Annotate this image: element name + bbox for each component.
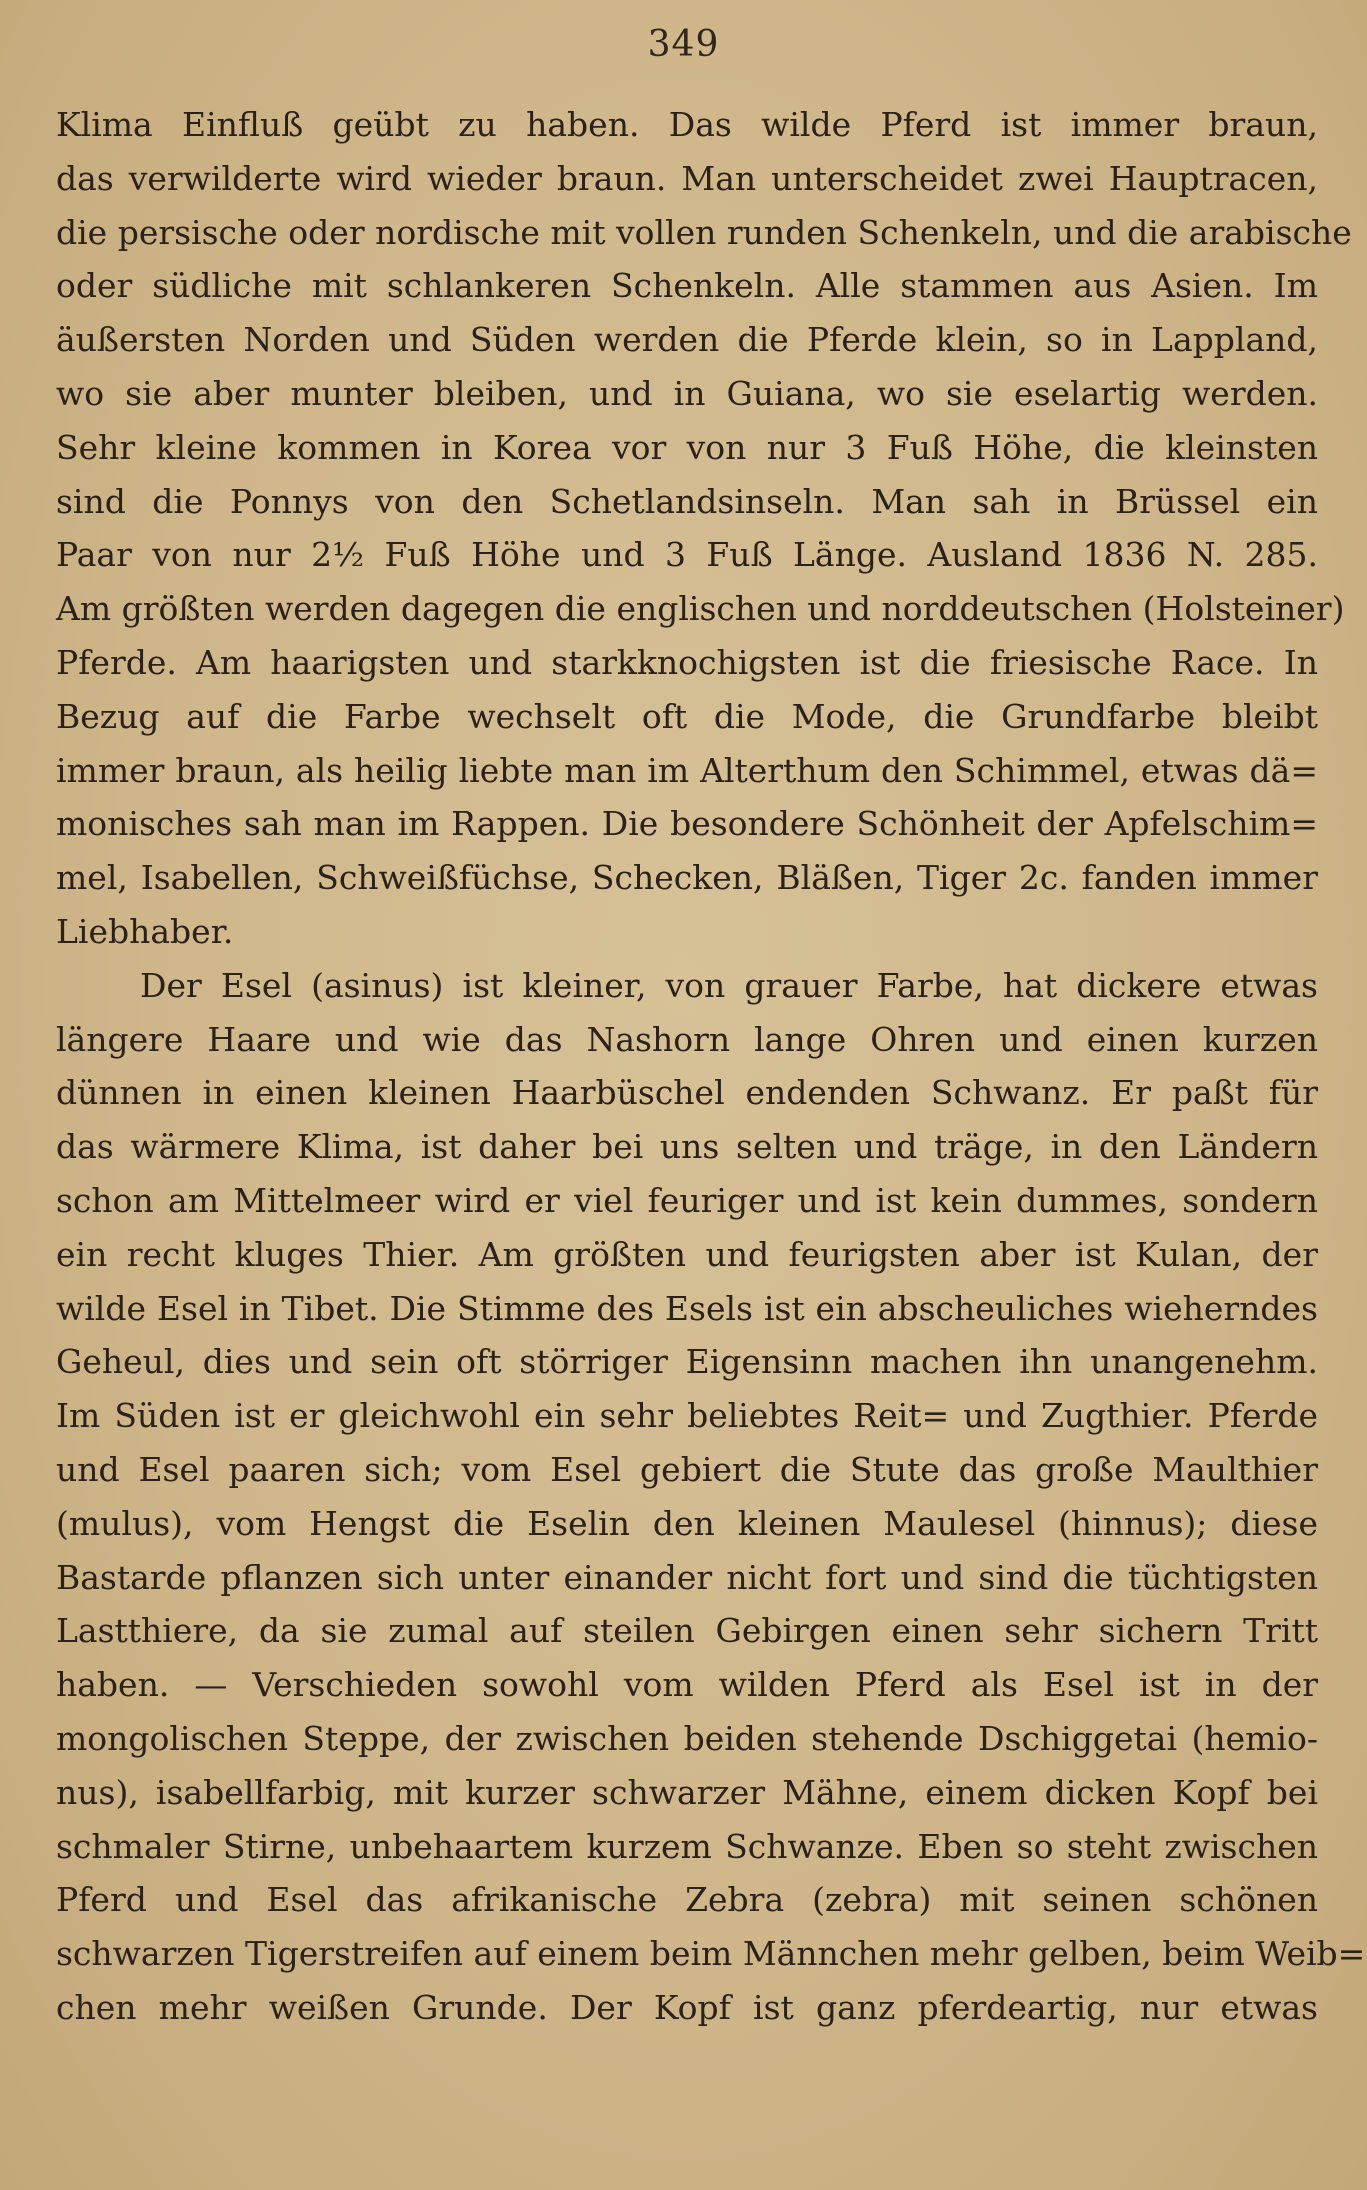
- text-line: das verwilderte wird wieder braun. Man unterscheidet zwei Hauptracen,: [56, 158, 1318, 198]
- text-line: sind die Ponnys von den Schetlandsinseln. Man sah in Brüssel ein: [56, 481, 1318, 521]
- text-line: ein recht kluges Thier. Am größten und feurigsten aber ist Kulan, der: [56, 1234, 1318, 1274]
- text-line: Im Süden ist er gleichwohl ein sehr beliebtes Reit= und Zugthier. Pferde: [56, 1396, 1318, 1436]
- text-line: längere Haare und wie das Nashorn lange Ohren und einen kurzen: [56, 1019, 1318, 1059]
- text-line: das wärmere Klima, ist daher bei uns selten und träge, in den Ländern: [56, 1127, 1318, 1167]
- text-line: Pferd und Esel das afrikanische Zebra (zebra) mit seinen schönen: [56, 1880, 1318, 1920]
- text-line: Bastarde pflanzen sich unter einander nicht fort und sind die tüchtigsten: [56, 1557, 1318, 1597]
- text-line: (mulus), vom Hengst die Eselin den kleinen Maulesel (hinnus); diese: [56, 1503, 1318, 1543]
- text-line: haben. — Verschieden sowohl vom wilden Pferd als Esel ist in der: [56, 1665, 1318, 1705]
- text-line: Sehr kleine kommen in Korea vor von nur 3 Fuß Höhe, die kleinsten: [56, 427, 1318, 467]
- text-line: oder südliche mit schlankeren Schenkeln. Alle stammen aus Asien. Im: [56, 266, 1318, 306]
- text-line: äußersten Norden und Süden werden die Pferde klein, so in Lappland,: [56, 320, 1318, 360]
- text-line: die persische oder nordische mit vollen runden Schenkeln, und die arabische: [56, 212, 1352, 252]
- text-line: schon am Mittelmeer wird er viel feuriger und ist kein dummes, sondern: [56, 1180, 1318, 1220]
- text-line: Liebhaber.: [56, 911, 234, 951]
- text-line: Klima Einfluß geübt zu haben. Das wilde Pferd ist immer braun,: [56, 105, 1318, 144]
- text-line: Der Esel (asinus) ist kleiner, von grauer Farbe, hat dickere etwas: [140, 965, 1318, 1005]
- text-line: Am größten werden dagegen die englischen und norddeutschen (Holsteiner): [56, 589, 1345, 629]
- text-line: Lastthiere, da sie zumal auf steilen Gebirgen einen sehr sichern Tritt: [56, 1611, 1318, 1651]
- text-line: monisches sah man im Rappen. Die besondere Schönheit der Apfelschim=: [56, 804, 1318, 844]
- text-line: nus), isabellfarbig, mit kurzer schwarzer Mähne, einem dicken Kopf bei: [56, 1772, 1318, 1812]
- text-line: Bezug auf die Farbe wechselt oft die Mode, die Grundfarbe bleibt: [56, 696, 1318, 736]
- text-line: wo sie aber munter bleiben, und in Guiana, wo sie eselartig werden.: [56, 373, 1318, 413]
- text-line: dünnen in einen kleinen Haarbüschel endenden Schwanz. Er paßt für: [56, 1073, 1318, 1113]
- text-line: wilde Esel in Tibet. Die Stimme des Esels ist ein abscheuliches wieherndes: [56, 1288, 1318, 1328]
- text-line: Pferde. Am haarigsten und starkknochigsten ist die friesische Race. In: [56, 642, 1318, 682]
- text-line: mel, Isabellen, Schweißfüchse, Schecken, Bläßen, Tiger 2c. fanden immer: [56, 858, 1318, 898]
- text-line: mongolischen Steppe, der zwischen beiden stehende Dschiggetai (hemio-: [56, 1718, 1318, 1758]
- text-line: Paar von nur 2½ Fuß Höhe und 3 Fuß Länge. Ausland 1836 N. 285.: [56, 535, 1318, 575]
- text-line: chen mehr weißen Grunde. Der Kopf ist ganz pferdeartig, nur etwas: [56, 1987, 1318, 2027]
- page-number: 349: [647, 24, 720, 65]
- text-line: Geheul, dies und sein oft störriger Eigensinn machen ihn unangenehm.: [56, 1342, 1318, 1382]
- text-line: und Esel paaren sich; vom Esel gebiert die Stute das große Maulthier: [56, 1449, 1318, 1489]
- text-line: immer braun, als heilig liebte man im Alterthum den Schimmel, etwas dä=: [56, 750, 1318, 790]
- body-text: [56, 98, 1366, 2035]
- text-line: schwarzen Tigerstreifen auf einem beim Männchen mehr gelben, beim Weib=: [56, 1934, 1366, 1974]
- text-line: schmaler Stirne, unbehaartem kurzem Schwanze. Eben so steht zwischen: [56, 1826, 1318, 1866]
